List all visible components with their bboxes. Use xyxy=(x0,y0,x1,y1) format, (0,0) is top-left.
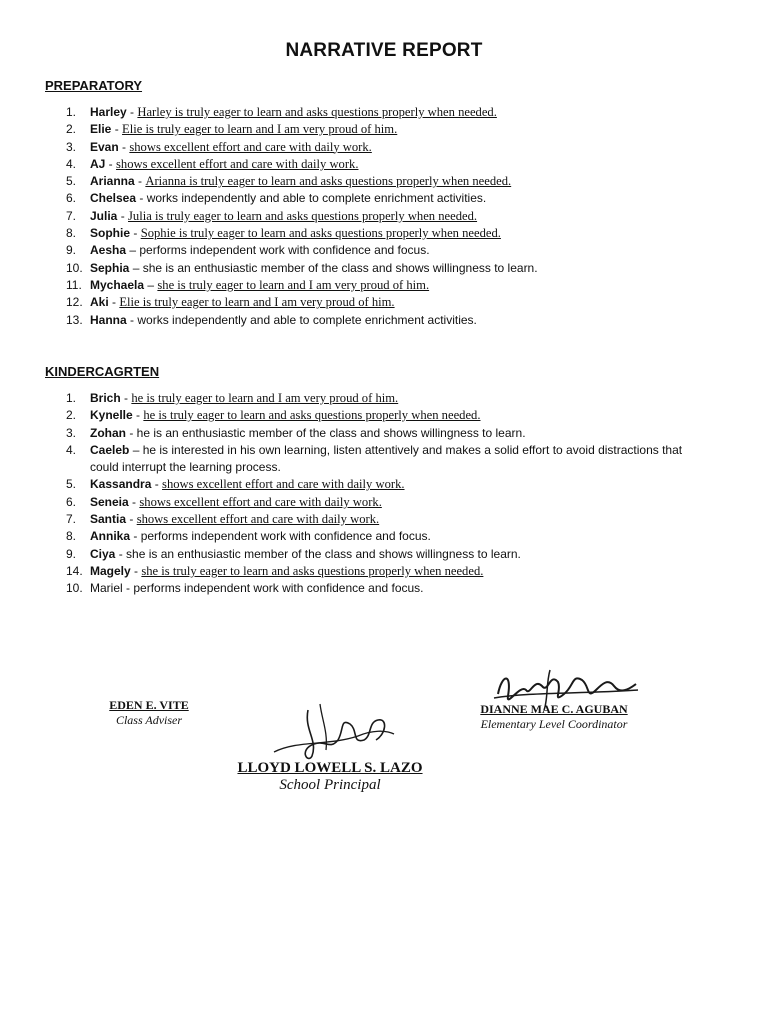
separator: - xyxy=(136,191,147,206)
item-number: 6. xyxy=(66,494,77,509)
separator: - xyxy=(126,312,138,327)
list-item xyxy=(66,546,706,563)
item-number: 1. xyxy=(66,391,77,405)
principal-signature-block xyxy=(214,760,446,794)
remark: works independently and able to complete enrichment activities. xyxy=(137,312,477,327)
remark: shows excellent effort and care with daily work. xyxy=(116,156,359,171)
adviser-signature-block xyxy=(96,698,202,728)
list-item xyxy=(66,442,706,477)
remark: Julia is truly eager to learn and asks questions properly when needed. xyxy=(128,208,478,223)
separator: - xyxy=(130,563,142,578)
separator: - xyxy=(126,512,137,527)
item-number: 5. xyxy=(66,174,77,189)
remark: performs independent work with confidence and focus. xyxy=(140,529,431,544)
principal-role: School Principal xyxy=(279,777,381,793)
item-number: 7. xyxy=(66,208,77,223)
item-number: 4. xyxy=(66,442,77,457)
preparatory-list xyxy=(66,104,706,329)
student-name: Sephia xyxy=(90,260,130,275)
list-item xyxy=(66,208,706,225)
separator: – xyxy=(126,243,140,258)
page-title: NARRATIVE REPORT xyxy=(285,40,483,61)
student-name: Caeleb xyxy=(90,442,130,457)
remark: Sophie is truly eager to learn and asks questions properly when needed. xyxy=(140,226,501,241)
student-name: Julia xyxy=(90,208,118,223)
list-item xyxy=(66,494,706,511)
item-number: 1. xyxy=(66,105,77,119)
student-name: Zohan xyxy=(90,425,126,440)
item-number: 8. xyxy=(66,226,77,241)
student-name: Ciya xyxy=(90,546,116,561)
separator: - xyxy=(151,477,163,492)
list-item xyxy=(66,225,706,242)
item-number: 14. xyxy=(66,563,83,578)
separator: - xyxy=(126,105,138,119)
student-name: Evan xyxy=(90,139,119,154)
remark: he is an enthusiastic member of the class and shows willingness to learn. xyxy=(136,425,526,440)
list-item xyxy=(66,260,706,277)
separator: - xyxy=(126,425,137,440)
list-item xyxy=(66,104,706,121)
adviser-role: Class Adviser xyxy=(115,713,183,727)
item-number: 12. xyxy=(66,295,83,310)
student-name: AJ xyxy=(90,156,106,171)
coordinator-name: DIANNE MAE C. AGUBAN xyxy=(480,702,628,716)
remark: he is interested in his own learning, listen attentively and makes a solid effort to avoid distractions that could interrupt the learning process. xyxy=(90,442,683,475)
section-heading-kindergarten: KINDERCAGRTEN xyxy=(45,364,160,379)
item-number: 3. xyxy=(66,139,77,154)
list-item xyxy=(66,139,706,156)
student-name: Annika xyxy=(90,529,131,544)
separator: - xyxy=(108,295,120,310)
separator: - xyxy=(128,494,140,509)
remark: she is truly eager to learn and I am very proud of him. xyxy=(157,277,430,292)
list-item xyxy=(66,511,706,528)
separator: - xyxy=(105,156,117,171)
section-heading-preparatory: PREPARATORY xyxy=(45,78,143,93)
student-name: Magely xyxy=(90,563,131,578)
kindergarten-list xyxy=(66,390,706,598)
item-number: 10. xyxy=(66,581,83,596)
student-name: Sophie xyxy=(90,226,131,241)
separator: - xyxy=(115,546,127,561)
separator: - xyxy=(118,139,130,154)
separator: - xyxy=(117,208,129,223)
list-item xyxy=(66,277,706,294)
item-number: 5. xyxy=(66,477,77,492)
list-item xyxy=(66,294,706,311)
item-number: 6. xyxy=(66,191,77,206)
adviser-name: EDEN E. VITE xyxy=(109,698,189,712)
item-number: 2. xyxy=(66,122,77,137)
student-name: Santia xyxy=(90,512,127,527)
separator: - xyxy=(111,122,123,137)
remark: Arianna is truly eager to learn and asks questions properly when needed. xyxy=(145,174,512,189)
student-name: Hanna xyxy=(90,312,127,327)
remark: shows excellent effort and care with daily work. xyxy=(129,139,372,154)
item-number: 9. xyxy=(66,546,77,561)
remark: she is an enthusiastic member of the class and shows willingness to learn. xyxy=(126,546,521,561)
separator: – xyxy=(144,277,158,292)
remark: he is truly eager to learn and I am very proud of him. xyxy=(131,391,399,405)
separator: - xyxy=(130,226,141,241)
list-item xyxy=(66,242,706,259)
item-number: 2. xyxy=(66,408,77,423)
remark: she is truly eager to learn and asks questions properly when needed. xyxy=(141,563,484,578)
item-number: 13. xyxy=(66,312,83,327)
separator: Mariel - xyxy=(90,581,134,596)
remark: works independently and able to complete enrichment activities. xyxy=(146,191,487,206)
student-name: Kassandra xyxy=(90,477,152,492)
student-name: Mychaela xyxy=(90,277,145,292)
list-item xyxy=(66,173,706,190)
list-item xyxy=(66,580,706,597)
list-item xyxy=(66,425,706,442)
item-number: 7. xyxy=(66,512,77,527)
student-name: Aki xyxy=(90,295,109,310)
remark: Harley is truly eager to learn and asks questions properly when needed. xyxy=(137,105,497,119)
remark: performs independent work with confidence and focus. xyxy=(133,581,424,596)
list-item xyxy=(66,390,706,407)
coordinator-signature-block xyxy=(462,702,646,732)
separator: – xyxy=(129,442,143,457)
list-item xyxy=(66,563,706,580)
coordinator-role: Elementary Level Coordinator xyxy=(480,717,628,731)
remark: shows excellent effort and care with daily work. xyxy=(136,512,380,527)
separator: - xyxy=(120,391,132,405)
remark: shows excellent effort and care with daily work. xyxy=(139,494,382,509)
student-name: Aesha xyxy=(90,243,127,258)
item-number: 8. xyxy=(66,529,77,544)
list-item xyxy=(66,312,706,329)
student-name: Harley xyxy=(90,105,127,119)
student-name: Arianna xyxy=(90,174,135,189)
remark: shows excellent effort and care with daily work. xyxy=(162,477,405,492)
list-item xyxy=(66,476,706,493)
item-number: 4. xyxy=(66,156,77,171)
separator: – xyxy=(129,260,143,275)
separator: - xyxy=(134,174,146,189)
student-name: Kynelle xyxy=(90,408,133,423)
item-number: 9. xyxy=(66,243,77,258)
item-number: 11. xyxy=(66,277,82,292)
remark: Elie is truly eager to learn and I am very proud of him. xyxy=(122,122,398,137)
list-item xyxy=(66,190,706,207)
remark: Elie is truly eager to learn and I am very proud of him. xyxy=(119,295,395,310)
list-item xyxy=(66,156,706,173)
remark: performs independent work with confidence and focus. xyxy=(139,243,430,258)
principal-signature-icon xyxy=(268,700,398,766)
remark: he is truly eager to learn and asks questions properly when needed. xyxy=(143,408,481,423)
list-item xyxy=(66,407,706,424)
item-number: 3. xyxy=(66,425,77,440)
item-number: 10. xyxy=(66,260,83,275)
remark: she is an enthusiastic member of the class and shows willingness to learn. xyxy=(142,260,538,275)
student-name: Brich xyxy=(90,391,121,405)
separator: - xyxy=(130,529,141,544)
list-item xyxy=(66,121,706,138)
list-item xyxy=(66,528,706,545)
student-name: Elie xyxy=(90,122,112,137)
student-name: Chelsea xyxy=(90,191,137,206)
separator: - xyxy=(132,408,144,423)
student-name: Seneia xyxy=(90,494,129,509)
principal-name: LLOYD LOWELL S. LAZO xyxy=(237,760,423,776)
